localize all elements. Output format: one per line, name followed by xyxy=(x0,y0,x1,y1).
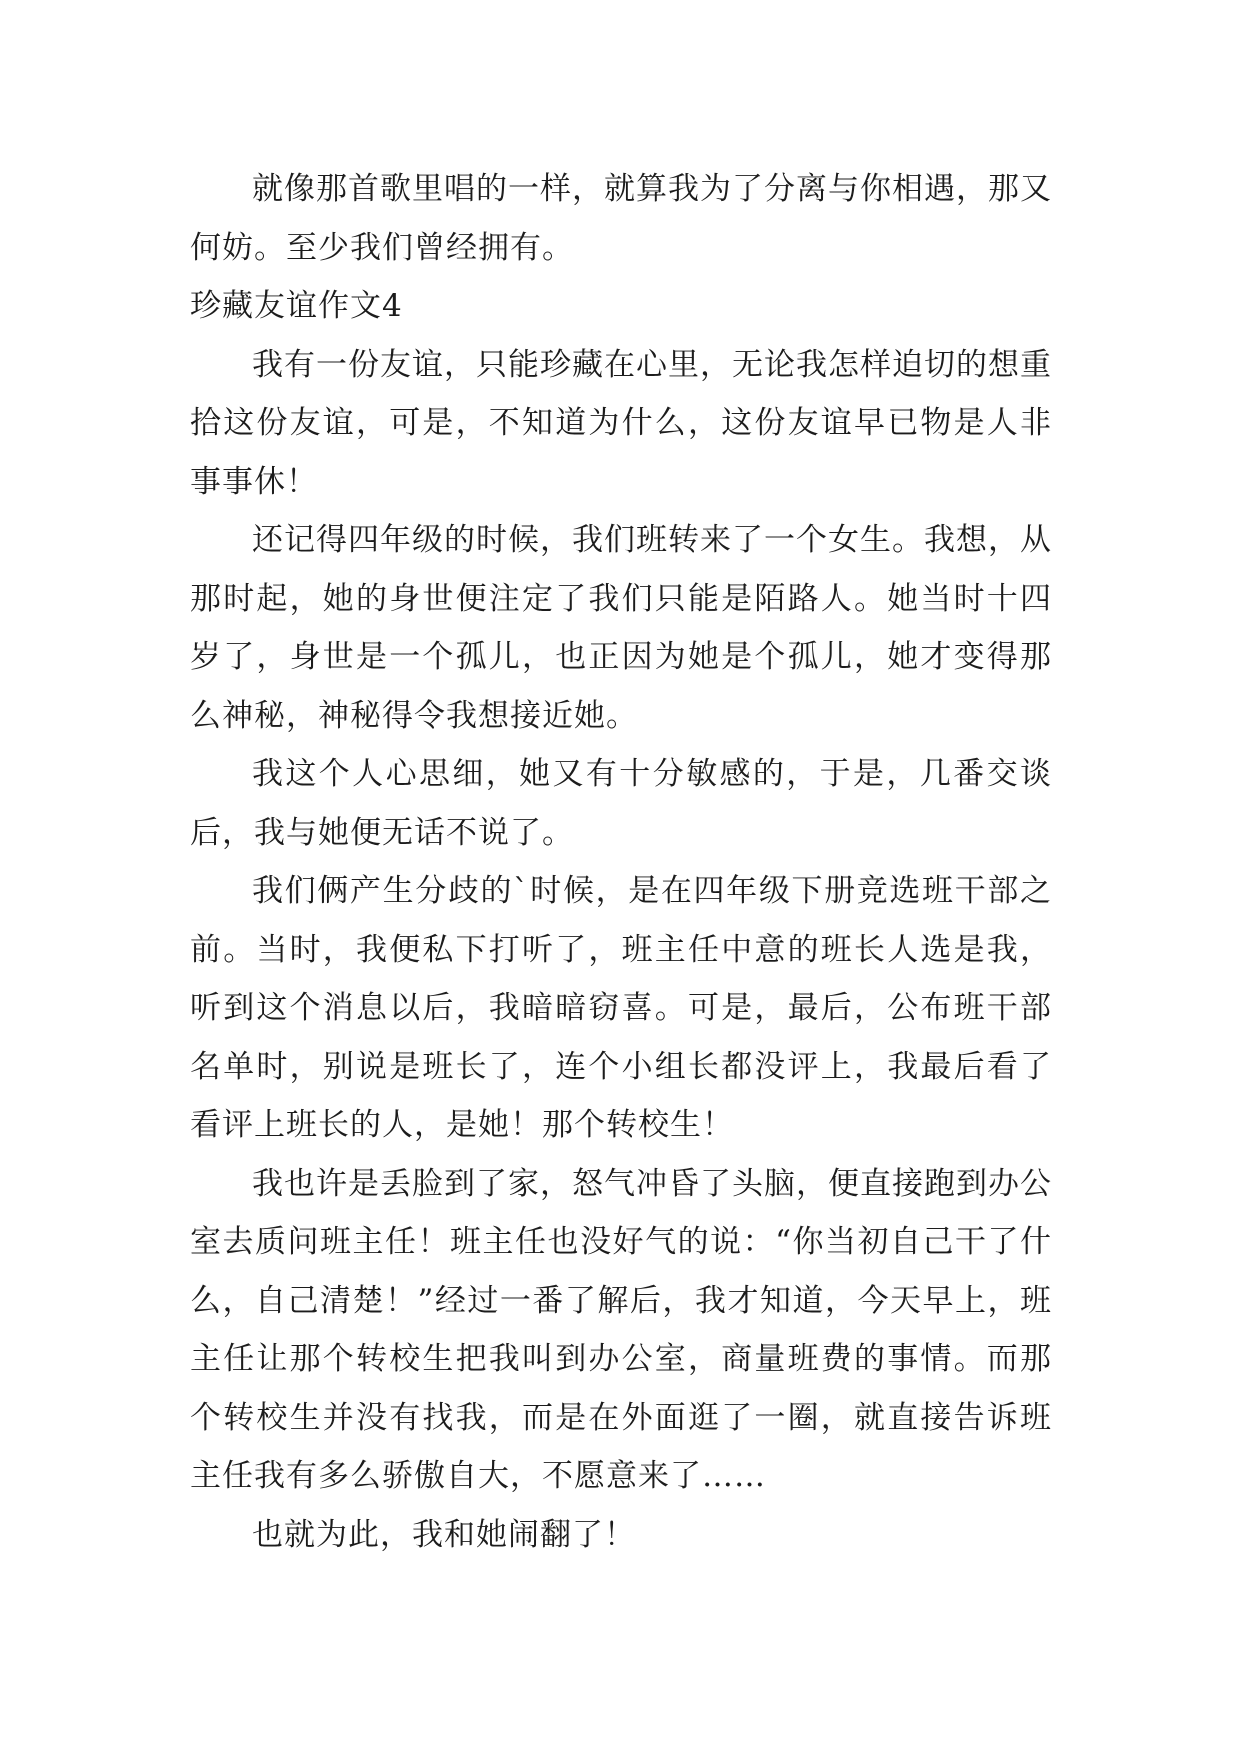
paragraph-3: 还记得四年级的时候，我们班转来了一个女生。我想，从那时起，她的身世便注定了我们只能是陌路人。她当时十四岁了，身世是一个孤儿，也正因为她是个孤儿，她才变得那么神秘，神秘得令我想接近她。 xyxy=(190,522,1052,734)
paragraph-6: 我也许是丢脸到了家，怒气冲昏了头脑，便直接跑到办公室去质问班主任！班主任也没好气的说：“你当初自己干了什么，自己清楚！”经过一番了解后，我才知道，今天早上，班主任让那个转校生把我叫到办公室，商量班费的事情。而那个转校生并没有找我，而是在外面逛了一圈，就直接告诉班主任我有多么骄傲自大，不愿意来了…… xyxy=(190,1165,1052,1494)
paragraph-4: 我这个人心思细，她又有十分敏感的，于是，几番交谈后，我与她便无话不说了。 xyxy=(190,756,1052,851)
paragraph-5: 我们俩产生分歧的`时候，是在四年级下册竞选班干部之前。当时，我便私下打听了，班主任中意的班长人选是我，听到这个消息以后，我暗暗窃喜。可是，最后，公布班干部名单时，别说是班长了，连个小组长都没评上，我最后看了看评上班长的人，是她！那个转校生！ xyxy=(190,873,1052,1143)
paragraph-2: 我有一份友谊，只能珍藏在心里，无论我怎样迫切的想重拾这份友谊，可是，不知道为什么，这份友谊早已物是人非事事休！ xyxy=(190,346,1052,500)
document-body xyxy=(190,160,1052,1564)
paragraph-1: 就像那首歌里唱的一样，就算我为了分离与你相遇，那又何妨。至少我们曾经拥有。 xyxy=(190,171,1052,266)
paragraph-7: 也就为此，我和她闹翻了！ xyxy=(252,1516,636,1553)
section-heading: 珍藏友谊作文4 xyxy=(190,288,403,324)
